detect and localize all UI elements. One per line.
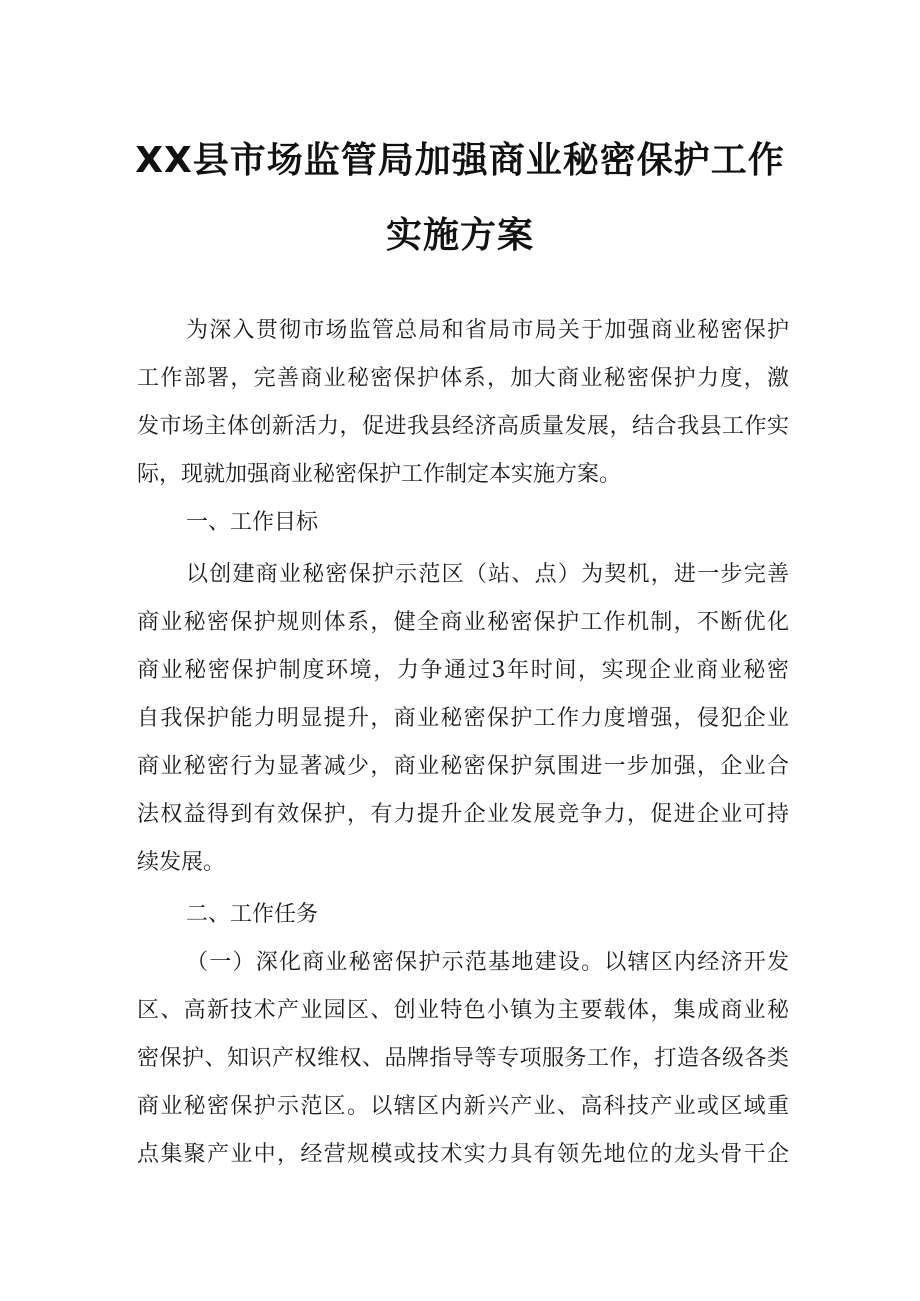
intro-paragraph-line: 际，现就加强商业秘密保护工作制定本实施方案。 <box>137 462 622 487</box>
goals-paragraph-line: 续发展。 <box>137 850 226 875</box>
intro-paragraph-line: 发市场主体创新活力，促进我县经济高质量发展，结合我县工作实 <box>137 414 789 439</box>
section-heading-tasks: 二、工作任务 <box>186 902 319 927</box>
goals-paragraph-line: 商业秘密保护制度环境，力争通过3年时间，实现企业商业秘密 <box>137 658 789 683</box>
goals-paragraph-line: 法权益得到有效保护，有力提升企业发展竞争力，促进企业可持 <box>137 802 789 827</box>
goals-paragraph-line: 以创建商业秘密保护示范区（站、点）为契机，进一步完善 <box>186 562 789 587</box>
tasks-paragraph-line: （一）深化商业秘密保护示范基地建设。以辖区内经济开发 <box>186 950 789 975</box>
tasks-paragraph-line: 区、高新技术产业园区、创业特色小镇为主要载体，集成商业秘 <box>137 998 789 1023</box>
intro-paragraph-line: 工作部署，完善商业秘密保护体系，加大商业秘密保护力度，激 <box>137 366 789 391</box>
goals-paragraph-line: 商业秘密保护规则体系，健全商业秘密保护工作机制，不断优化 <box>137 610 789 635</box>
tasks-paragraph-line: 点集聚产业中，经营规模或技术实力具有领先地位的龙头骨干企 <box>137 1142 789 1167</box>
intro-paragraph-line: 为深入贯彻市场监管总局和省局市局关于加强商业秘密保护 <box>186 318 789 343</box>
section-heading-goals: 一、工作目标 <box>186 510 319 535</box>
document-title-line-1: XX县市场监管局加强商业秘密保护工作 <box>135 140 785 181</box>
goals-paragraph-line: 自我保护能力明显提升，商业秘密保护工作力度增强，侵犯企业 <box>137 706 789 731</box>
document-title-line-2: 实施方案 <box>385 215 534 256</box>
goals-paragraph-line: 商业秘密行为显著减少，商业秘密保护氛围进一步加强，企业合 <box>137 754 789 779</box>
tasks-paragraph-line: 密保护、知识产权维权、品牌指导等专项服务工作，打造各级各类 <box>137 1046 789 1071</box>
tasks-paragraph-line: 商业秘密保护示范区。以辖区内新兴产业、高科技产业或区域重 <box>137 1094 789 1119</box>
